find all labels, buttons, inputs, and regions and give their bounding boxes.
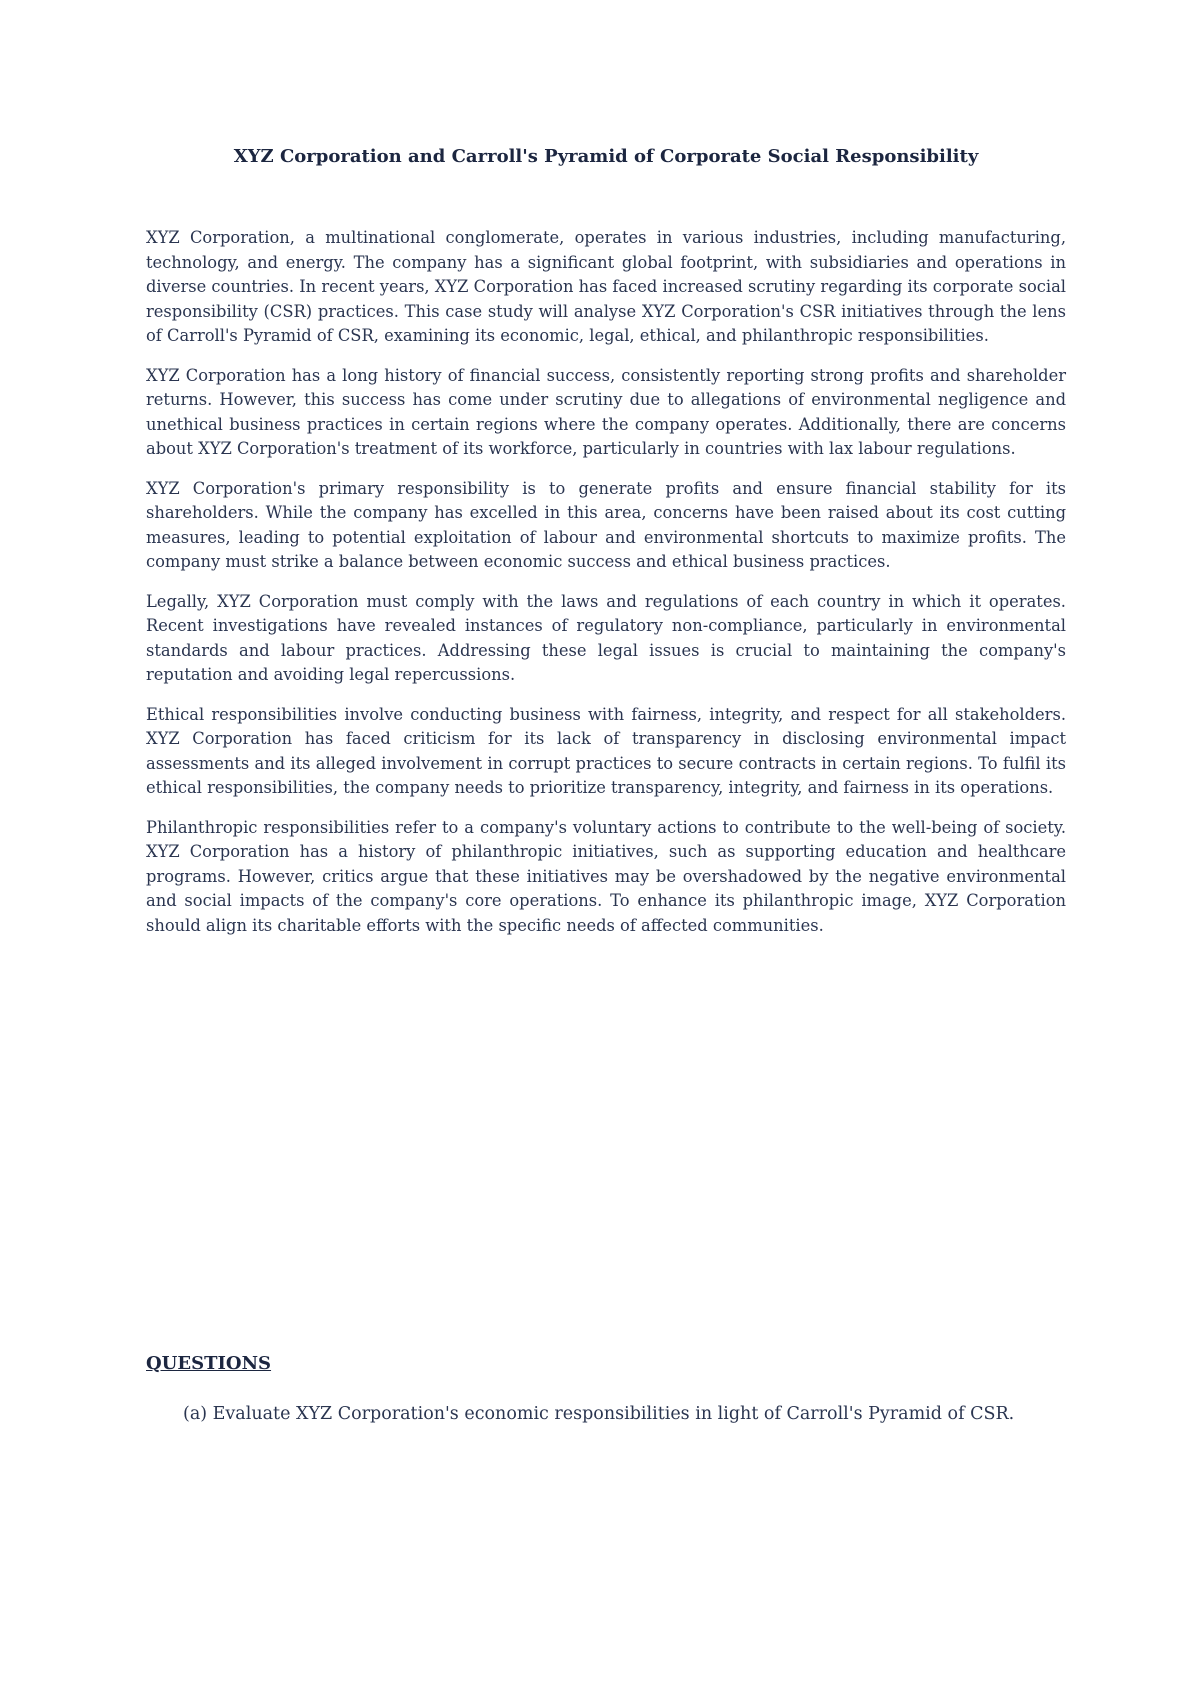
- questions-heading: QUESTIONS: [146, 1353, 272, 1374]
- document-title: XYZ Corporation and Carroll's Pyramid of Corporate Social Responsibility: [233, 146, 979, 167]
- paragraph-background: XYZ Corporation has a long history of financial success, consistently reporting strong profits and shareholder returns. However, this success has come under scrutiny due to allegations of environmental negligence and unethical business practices in certain regions where the company operates. Additionally, there are concerns about XYZ Corporation's treatment of its workforce, particularly in countries with lax labour regulations.: [146, 365, 1066, 458]
- paragraph-intro: XYZ Corporation, a multinational conglomerate, operates in various industries, including manufacturing, technology, and energy. The company has a significant global footprint, with subsidiaries and operations in diverse countries. In recent years, XYZ Corporation has faced increased scrutiny regarding its corporate social responsibility (CSR) practices. This case study will analyse XYZ Corporation's CSR initiatives through the lens of Carroll's Pyramid of CSR, examining its economic, legal, ethical, and philanthropic responsibilities.: [146, 228, 1066, 345]
- question-item: (a) Evaluate XYZ Corporation's economic responsibilities in light of Carroll's Pyramid of CSR.: [183, 1404, 1015, 1424]
- paragraph-philanthropic: Philanthropic responsibilities refer to a company's voluntary actions to contribute to the well-being of society. XYZ Corporation has a history of philanthropic initiatives, such as supporting education and healthcare programs. However, critics argue that these initiatives may be overshadowed by the negative environmental and social impacts of the company's core operations. To enhance its philanthropic image, XYZ Corporation should align its charitable efforts with the specific needs of affected communities.: [146, 817, 1066, 935]
- document-body: [146, 226, 1066, 953]
- paragraph-ethical: Ethical responsibilities involve conducting business with fairness, integrity, and respect for all stakeholders. XYZ Corporation has faced criticism for its lack of transparency in disclosing environmental impact assessments and its alleged involvement in corrupt practices to secure contracts in certain regions. To fulfil its ethical responsibilities, the company needs to prioritize transparency, integrity, and fairness in its operations.: [146, 704, 1066, 797]
- paragraph-economic: XYZ Corporation's primary responsibility is to generate profits and ensure financial stability for its shareholders. While the company has excelled in this area, concerns have been raised about its cost cutting measures, leading to potential exploitation of labour and environmental shortcuts to maximize profits. The company must strike a balance between economic success and ethical business practices.: [146, 478, 1066, 571]
- paragraph-legal: Legally, XYZ Corporation must comply with the laws and regulations of each country in which it operates. Recent investigations have revealed instances of regulatory non-compliance, particularly in environmental standards and labour practices. Addressing these legal issues is crucial to maintaining the company's reputation and avoiding legal repercussions.: [146, 591, 1066, 684]
